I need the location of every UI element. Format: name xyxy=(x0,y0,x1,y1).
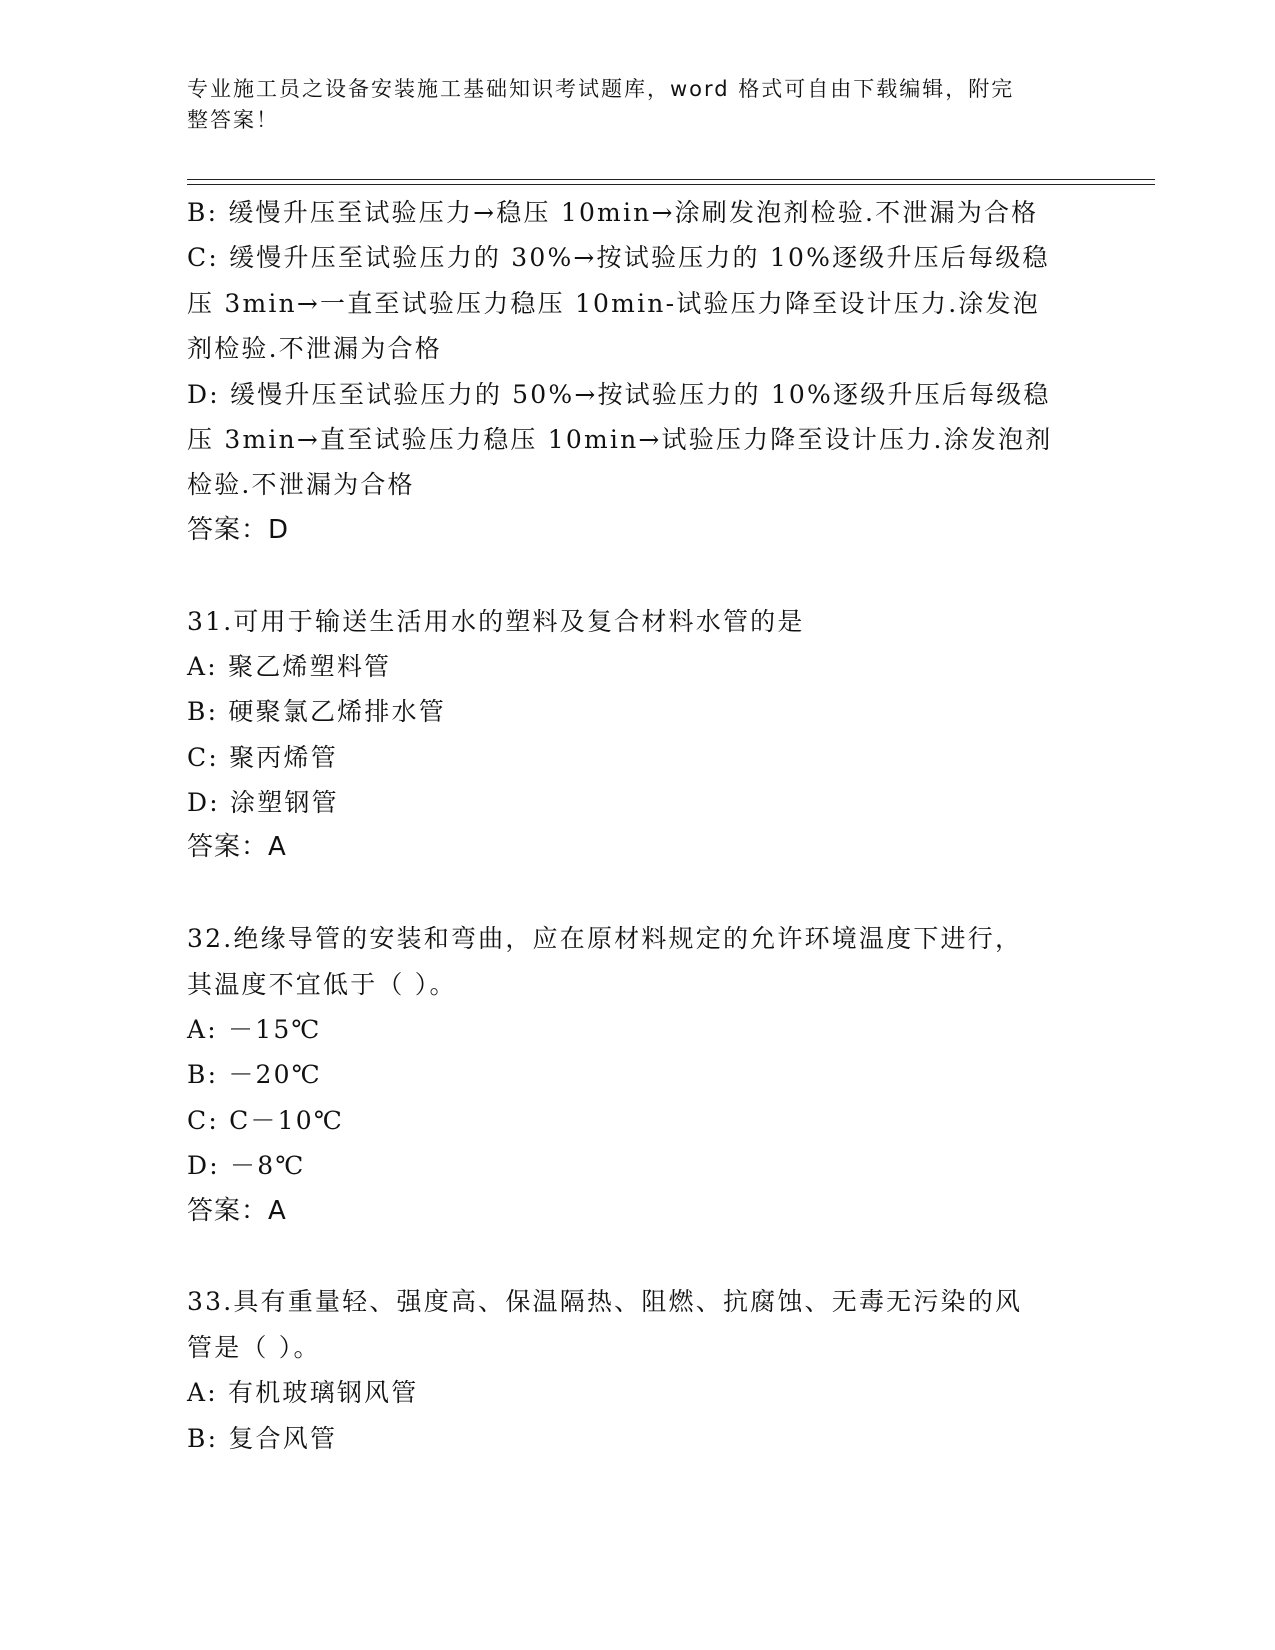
option-c xyxy=(187,235,1087,371)
question-text: 33.具有重量轻、强度高、保温隔热、阻燃、抗腐蚀、无毒无污染的风 xyxy=(187,1287,1023,1317)
question-32 xyxy=(187,916,1087,1234)
option-c: C: 聚丙烯管 xyxy=(187,742,338,772)
option-b: B: 复合风管 xyxy=(187,1423,338,1453)
option-line: D: 缓慢升压至试验压力的 50%→按试验压力的 10%逐级升压后每级稳 xyxy=(187,379,1051,409)
option-line: 压 3min→直至试验压力稳压 10min→试验压力降至设计压力.涂发泡剂 xyxy=(187,424,1053,454)
option-d xyxy=(187,372,1087,508)
question-text: 其温度不宜低于（ ）。 xyxy=(187,969,457,999)
option-b: B: 缓慢升压至试验压力→稳压 10min→涂刷发泡剂检验.不泄漏为合格 xyxy=(187,198,1039,227)
header-line-1: 专业施工员之设备安装施工基础知识考试题库，word 格式可自由下载编辑，附完 xyxy=(187,77,1015,101)
option-b: B: 硬聚氯乙烯排水管 xyxy=(187,697,446,727)
option-line: 检验.不泄漏为合格 xyxy=(187,470,415,500)
option-b: B: －20℃ xyxy=(187,1060,322,1090)
question-text: 管是（ ）。 xyxy=(187,1332,321,1362)
option-line: 剂检验.不泄漏为合格 xyxy=(187,334,442,364)
spacer xyxy=(187,871,1087,916)
header-line-2: 整答案！ xyxy=(187,108,279,132)
option-line: C: 缓慢升压至试验压力的 30%→按试验压力的 10%逐级升压后每级稳 xyxy=(187,243,1050,273)
answer: 答案：A xyxy=(187,832,287,863)
question-31 xyxy=(187,599,1087,871)
spacer xyxy=(187,1234,1087,1279)
header-divider-bottom xyxy=(187,184,1155,185)
option-d: D: 涂塑钢管 xyxy=(187,788,339,818)
question-33 xyxy=(187,1279,1087,1461)
document-body xyxy=(187,190,1087,1461)
option-a: A: －15℃ xyxy=(187,1015,322,1045)
spacer xyxy=(187,553,1087,598)
question-text: 32.绝缘导管的安装和弯曲，应在原材料规定的允许环境温度下进行， xyxy=(187,924,1023,954)
answer: 答案：A xyxy=(187,1195,287,1226)
option-a: A: 聚乙烯塑料管 xyxy=(187,651,392,681)
document-header xyxy=(187,74,1067,136)
option-a: A: 有机玻璃钢风管 xyxy=(187,1378,419,1408)
option-d: D: －8℃ xyxy=(187,1151,306,1181)
header-divider-top xyxy=(187,179,1155,180)
answer: 答案：D xyxy=(187,514,290,545)
option-line: 压 3min→一直至试验压力稳压 10min-试验压力降至设计压力.涂发泡 xyxy=(187,288,1040,318)
question-text: 31.可用于输送生活用水的塑料及复合材料水管的是 xyxy=(187,606,805,636)
option-c: C: C－10℃ xyxy=(187,1105,345,1135)
question-30-continuation xyxy=(187,190,1087,553)
